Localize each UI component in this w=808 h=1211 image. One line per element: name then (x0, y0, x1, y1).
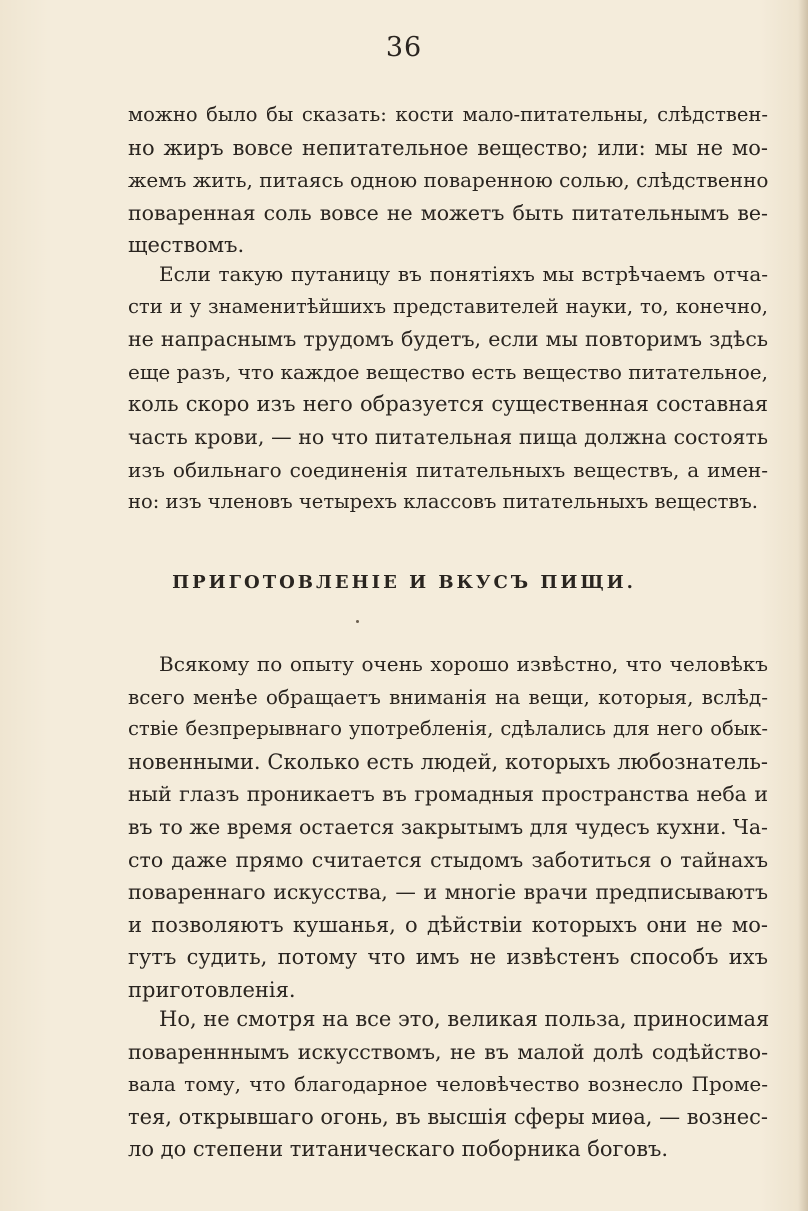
text-line: и позволяютъ кушанья, о дѣйствіи которыхъ они не мо- (128, 912, 768, 937)
text-line: но жиръ вовсе непитательное вещество; или: мы не мо- (128, 135, 768, 160)
paragraph-2 (128, 258, 768, 519)
text-line: изъ обильнаго соединенія питательныхъ веществъ, а имен- (128, 457, 768, 482)
text-line: новенными. Сколько есть людей, которыхъ любознатель- (128, 749, 768, 774)
text-line: ществомъ. (128, 233, 245, 258)
text-line: ствіе безпрерывнаго употребленія, сдѣлались для него обык- (128, 717, 768, 741)
paragraph-1 (128, 99, 768, 262)
text-line: коль скоро изъ него образуется существенная составная (128, 392, 768, 417)
text-line: можно было бы сказать: кости мало-питательны, слѣдствен- (128, 103, 768, 126)
text-line: вала тому, что благодарное человѣчество вознесло Проме- (128, 1072, 768, 1097)
text-line: но: изъ членовъ четырехъ классовъ питательныхъ веществъ. (128, 490, 758, 514)
text-line: ный глазъ проникаетъ въ громадныя пространства неба и (128, 782, 768, 807)
text-line: Но, не смотря на все это, великая польза, приносимая (159, 1007, 770, 1031)
text-line: сто даже прямо считается стыдомъ заботиться о тайнахъ (128, 847, 768, 872)
section-heading: ПРИГОТОВЛЕНІЕ И ВКУСЪ ПИЩИ. (172, 572, 636, 593)
print-speck (356, 620, 359, 623)
text-line: гутъ судить, потому что имъ не извѣстенъ способъ ихъ (128, 945, 768, 970)
text-line: Всякому по опыту очень хорошо извѣстно, что человѣкъ (159, 652, 768, 676)
page-number: 36 (385, 32, 423, 63)
text-line: тея, открывшаго огонь, въ высшія сферы миѳа, — вознес- (128, 1104, 768, 1129)
text-line: поваренная соль вовсе не можетъ быть питательнымъ ве- (128, 200, 768, 225)
text-line: не напраснымъ трудомъ будетъ, если мы повторимъ здѣсь (128, 327, 768, 352)
page-edge-shadow (798, 0, 808, 1211)
text-line: ло до степени титаническаго поборника боговъ. (128, 1137, 669, 1162)
text-line: часть крови, — но что питательная пища должна состоять (128, 424, 768, 449)
text-line: въ то же время остается закрытымъ для чудесъ кухни. Ча- (128, 814, 768, 839)
text-line: Если такую путаницу въ понятіяхъ мы встрѣчаемъ отча- (159, 262, 768, 286)
text-line: еще разъ, что каждое вещество есть вещество питательное, (128, 359, 768, 384)
text-line: сти и у знаменитѣйшихъ представителей науки, то, конечно, (128, 294, 768, 318)
paragraph-3 (128, 648, 768, 1007)
text-line: приготовленія. (128, 977, 296, 1002)
text-line: жемъ жить, питаясь одною поваренною солью, слѣдственно (128, 168, 769, 193)
text-line: всего менѣе обращаетъ вниманія на вещи, которыя, вслѣд- (128, 684, 768, 709)
text-line: повареннаго искусства, — и многіе врачи предписываютъ (128, 880, 768, 905)
paragraph-4 (128, 1003, 768, 1166)
text-line: поваренннымъ искусствомъ, не въ малой долѣ содѣйство- (128, 1039, 768, 1064)
